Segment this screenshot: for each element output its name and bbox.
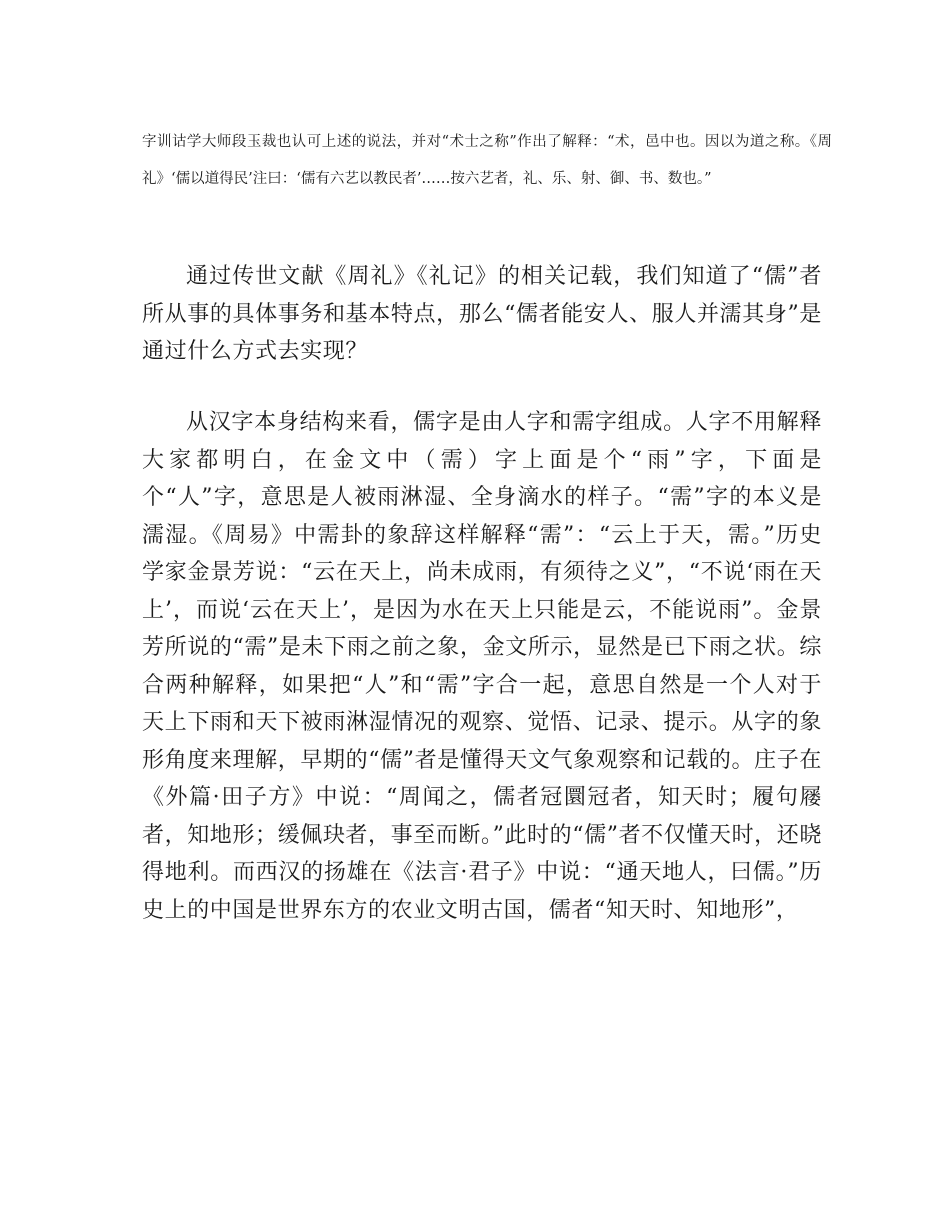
body-paragraph-1: 通过传世文献《周礼》《礼记》的相关记载，我们知道了“儒”者所从事的具体事务和基本特点，那么“儒者能安人、服人并濡其身”是通过什么方式去实现？ bbox=[142, 264, 822, 364]
quote-paragraph: 字训诂学大师段玉裁也认可上述的说法，并对“术士之称”作出了解释：“术，邑中也。因以为道之称。《周礼》‘儒以道得民’注曰：‘儒有六艺以教民者’……按六艺者，礼、乐、射、御、书、数也。” bbox=[142, 134, 832, 187]
body-paragraph-2: 从汉字本身结构来看，儒字是由人字和需字组成。人字不用解释大家都明白，在金文中（需）字上面是个“雨”字，下面是个“人”字，意思是人被雨淋湿、全身滴水的样子。“需”字的本义是濡湿。《周易》中需卦的象辞这样解释“需”：“云上于天，需。”历史学家金景芳说：“云在天上，尚未成雨，有须待之义”，“不说‘雨在天上’，而说‘云在天上’，是因为水在天上只能是云，不能说雨”。金景芳所说的“需”是未下雨之前之象，金文所示，显然是已下雨之状。综合两种解释，如果把“人”和“需”字合一起，意思自然是一个人对于天上下雨和天下被雨淋湿情况的观察、觉悟、记录、提示。从字的象形角度来理解，早期的“儒”者是懂得天文气象观察和记载的。庄子在《外篇·田子方》中说：“周闻之，儒者冠圜冠者，知天时；履句屦者，知地形；缓佩玦者，事至而断。”此时的“儒”者不仅懂天时，还晓得地利。而西汉的扬雄在《法言·君子》中说：“通天地人，曰儒。”历史上的中国是世界东方的农业文明古国，儒者“知天时、知地形”， bbox=[142, 410, 822, 923]
